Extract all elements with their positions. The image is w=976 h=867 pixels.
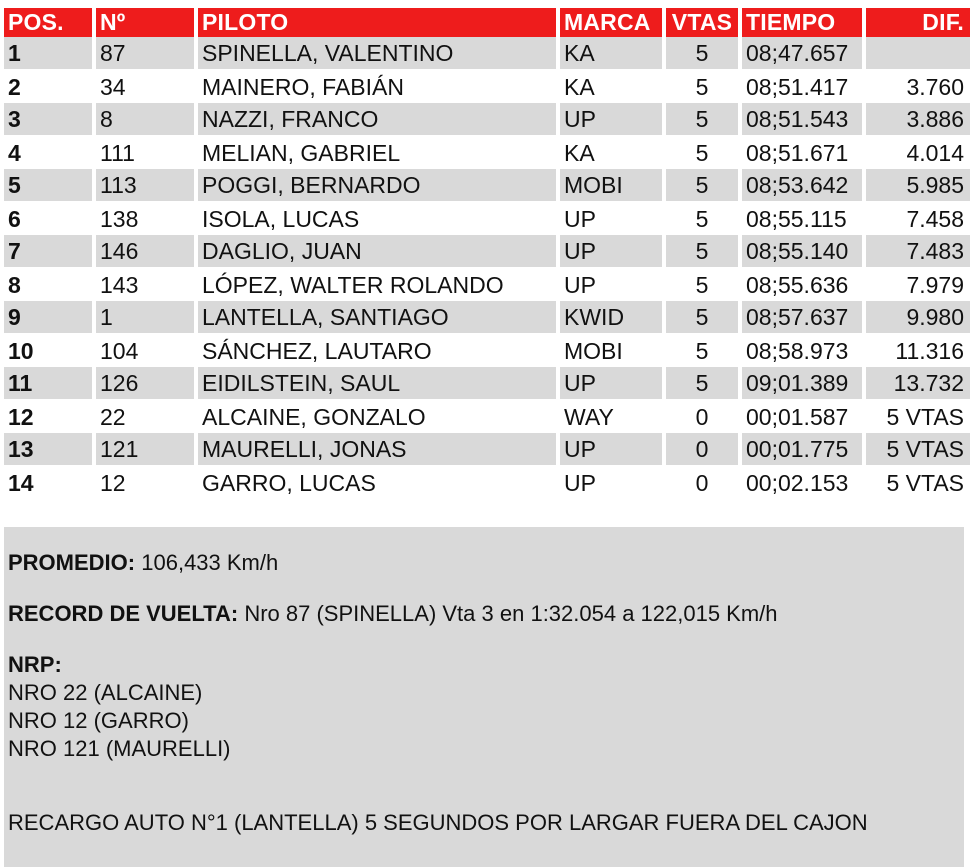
nrp-item: NRO 22 (ALCAINE): [8, 680, 203, 705]
cell-pos: 7: [4, 235, 96, 269]
table-row: [4, 103, 970, 137]
cell-pos: 1: [4, 37, 96, 71]
table-row: [4, 335, 970, 367]
cell-num: 146: [96, 235, 198, 269]
race-info-panel: [4, 527, 964, 867]
cell-marca: UP: [560, 433, 666, 467]
cell-num: 8: [96, 103, 198, 137]
cell-piloto: LÓPEZ, WALTER ROLANDO: [198, 269, 560, 301]
header-pos: POS.: [4, 8, 96, 37]
cell-piloto: GARRO, LUCAS: [198, 467, 560, 499]
cell-dif: 13.732: [866, 367, 970, 401]
cell-piloto: SÁNCHEZ, LAUTARO: [198, 335, 560, 367]
promedio-label: PROMEDIO:: [8, 550, 136, 575]
promedio-value: 106,433 Km/h: [141, 550, 279, 575]
cell-vtas: 5: [666, 103, 742, 137]
cell-pos: 2: [4, 71, 96, 103]
cell-dif: 5.985: [866, 169, 970, 203]
cell-num: 104: [96, 335, 198, 367]
cell-tiempo: 08;47.657: [742, 37, 866, 71]
nrp-item: NRO 121 (MAURELLI): [8, 736, 231, 761]
cell-marca: UP: [560, 467, 666, 499]
cell-num: 113: [96, 169, 198, 203]
cell-pos: 9: [4, 301, 96, 335]
cell-tiempo: 08;55.115: [742, 203, 866, 235]
cell-tiempo: 08;51.671: [742, 137, 866, 169]
cell-num: 143: [96, 269, 198, 301]
cell-marca: KA: [560, 37, 666, 71]
cell-marca: UP: [560, 235, 666, 269]
cell-piloto: SPINELLA, VALENTINO: [198, 37, 560, 71]
cell-pos: 12: [4, 401, 96, 433]
header-tiempo: TIEMPO: [742, 8, 866, 37]
cell-num: 34: [96, 71, 198, 103]
table-row: [4, 71, 970, 103]
cell-piloto: ALCAINE, GONZALO: [198, 401, 560, 433]
cell-marca: KA: [560, 137, 666, 169]
cell-vtas: 5: [666, 367, 742, 401]
cell-num: 87: [96, 37, 198, 71]
cell-piloto: MAINERO, FABIÁN: [198, 71, 560, 103]
cell-tiempo: 09;01.389: [742, 367, 866, 401]
record-label: RECORD DE VUELTA:: [8, 601, 239, 626]
table-row: [4, 467, 970, 499]
cell-pos: 8: [4, 269, 96, 301]
results-body: [4, 37, 970, 499]
cell-pos: 3: [4, 103, 96, 137]
table-row: [4, 203, 970, 235]
cell-marca: MOBI: [560, 335, 666, 367]
table-row: [4, 37, 970, 71]
cell-tiempo: 08;58.973: [742, 335, 866, 367]
cell-dif: 7.458: [906, 205, 964, 232]
cell-marca: UP: [560, 203, 666, 235]
cell-tiempo: 08;53.642: [742, 169, 866, 203]
cell-vtas: 5: [666, 37, 742, 71]
nrp-item: NRO 12 (GARRO): [8, 708, 189, 733]
cell-marca: UP: [560, 269, 666, 301]
cell-tiempo: 00;01.775: [742, 433, 866, 467]
table-row: [4, 433, 970, 467]
cell-tiempo: 08;51.543: [742, 103, 866, 137]
cell-piloto: DAGLIO, JUAN: [198, 235, 560, 269]
cell-dif: [866, 37, 970, 71]
cell-piloto: LANTELLA, SANTIAGO: [198, 301, 560, 335]
table-row: [4, 269, 970, 301]
results-table: [4, 8, 970, 499]
record-value: Nro 87 (SPINELLA) Vta 3 en 1:32.054 a 122,015 Km/h: [244, 601, 778, 626]
table-row: [4, 367, 970, 401]
cell-num: 126: [96, 367, 198, 401]
cell-marca: UP: [560, 103, 666, 137]
cell-pos: 14: [4, 467, 96, 499]
cell-tiempo: 08;55.636: [742, 269, 866, 301]
cell-vtas: 5: [666, 235, 742, 269]
cell-pos: 10: [4, 335, 96, 367]
cell-vtas: 5: [666, 71, 742, 103]
cell-piloto: POGGI, BERNARDO: [198, 169, 560, 203]
header-marca: MARCA: [560, 8, 666, 37]
cell-marca: UP: [560, 367, 666, 401]
cell-num: 22: [96, 401, 198, 433]
table-row: [4, 137, 970, 169]
cell-marca: KA: [560, 71, 666, 103]
record-line: [8, 600, 964, 628]
cell-dif: 5 VTAS: [866, 433, 970, 467]
cell-pos: 6: [4, 203, 96, 235]
cell-pos: 11: [4, 367, 96, 401]
table-row: [4, 401, 970, 433]
cell-dif: 5 VTAS: [886, 469, 964, 496]
cell-dif: 3.760: [906, 73, 964, 100]
table-row: [4, 301, 970, 335]
cell-piloto: MELIAN, GABRIEL: [198, 137, 560, 169]
cell-vtas: 0: [666, 433, 742, 467]
cell-vtas: 0: [666, 467, 742, 499]
cell-pos: 5: [4, 169, 96, 203]
cell-dif: 7.979: [906, 271, 964, 298]
cell-pos: 4: [4, 137, 96, 169]
table-row: [4, 235, 970, 269]
cell-dif: 11.316: [895, 337, 964, 364]
cell-vtas: 5: [666, 335, 742, 367]
cell-vtas: 5: [666, 203, 742, 235]
cell-num: 138: [96, 203, 198, 235]
cell-marca: MOBI: [560, 169, 666, 203]
cell-tiempo: 08;55.140: [742, 235, 866, 269]
cell-vtas: 5: [666, 301, 742, 335]
table-header-row: [4, 8, 970, 37]
cell-dif: 4.014: [906, 139, 964, 166]
recargo-note: RECARGO AUTO N°1 (LANTELLA) 5 SEGUNDOS POR LARGAR FUERA DEL CAJON: [8, 810, 868, 835]
cell-tiempo: 00;02.153: [742, 467, 866, 499]
cell-vtas: 0: [666, 401, 742, 433]
cell-vtas: 5: [666, 169, 742, 203]
header-dif: DIF.: [866, 8, 970, 37]
cell-tiempo: 00;01.587: [742, 401, 866, 433]
header-num: Nº: [96, 8, 198, 37]
header-piloto: PILOTO: [198, 8, 560, 37]
cell-piloto: EIDILSTEIN, SAUL: [198, 367, 560, 401]
cell-dif: 3.886: [866, 103, 970, 137]
cell-marca: WAY: [560, 401, 666, 433]
cell-num: 1: [96, 301, 198, 335]
cell-tiempo: 08;51.417: [742, 71, 866, 103]
cell-num: 111: [96, 137, 198, 169]
cell-piloto: MAURELLI, JONAS: [198, 433, 560, 467]
cell-piloto: ISOLA, LUCAS: [198, 203, 560, 235]
cell-dif: 5 VTAS: [886, 403, 964, 430]
nrp-label: NRP:: [8, 652, 62, 677]
cell-num: 121: [96, 433, 198, 467]
header-vtas: VTAS: [666, 8, 742, 37]
cell-pos: 13: [4, 433, 96, 467]
cell-num: 12: [96, 467, 198, 499]
promedio-line: [8, 549, 964, 577]
cell-dif: 7.483: [866, 235, 970, 269]
table-row: [4, 169, 970, 203]
cell-piloto: NAZZI, FRANCO: [198, 103, 560, 137]
cell-dif: 9.980: [866, 301, 970, 335]
cell-tiempo: 08;57.637: [742, 301, 866, 335]
cell-marca: KWID: [560, 301, 666, 335]
cell-vtas: 5: [666, 137, 742, 169]
cell-vtas: 5: [666, 269, 742, 301]
